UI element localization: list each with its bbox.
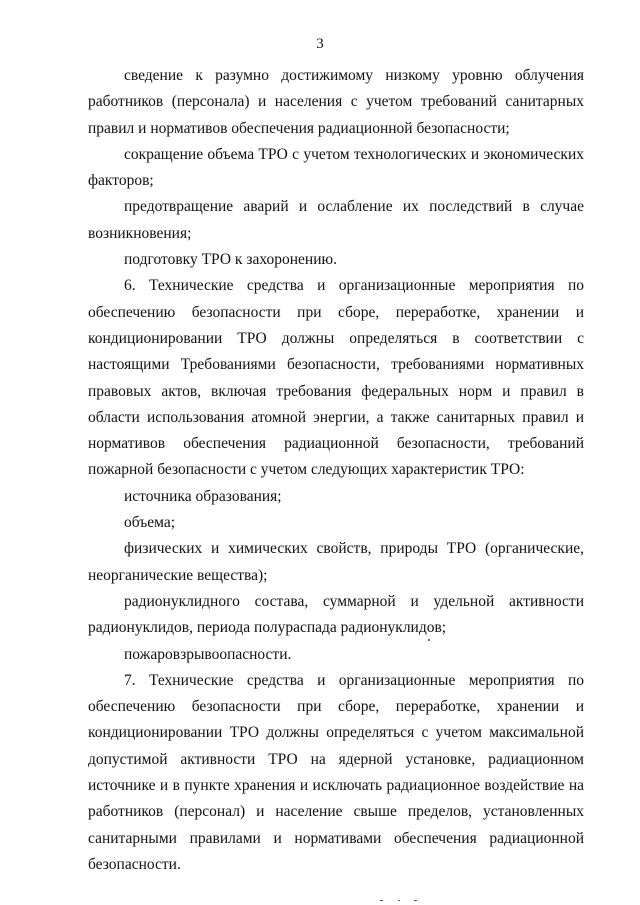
list-item-volume: объема; bbox=[124, 514, 176, 532]
scan-speck bbox=[428, 639, 430, 641]
scan-speck bbox=[380, 900, 383, 901]
paragraph-disposal-preparation: подготовку ТРО к захоронению. bbox=[124, 251, 337, 269]
list-item-properties: физических и химических свойств, природы ТРО (органические, неорганические вещества); bbox=[88, 540, 584, 584]
list-item-fire-explosion-hazard: пожаровзрывоопасности. bbox=[124, 645, 292, 663]
paragraph-accident-prevention: предотвращение аварий и ослабление их последствий в случае возникновения; bbox=[88, 198, 584, 242]
paragraph-volume-reduction: сокращение объема ТРО с учетом технологических и экономических факторов; bbox=[88, 145, 584, 190]
scan-speck bbox=[398, 900, 400, 901]
clause-6: 6. Технические средства и организационные мероприятия по обеспечению безопасности при сборе, переработке, хранении и кондиционировании ТРО должны определяться в соответствии с настоящими Требованиями безопасности, требованиями нормативных правовых актов, включая требования федеральных норм и правил в области использования атомной энергии, а также санитарных правил и нормативов обеспечения радиационной безопасности, требований пожарной безопасности с учетом следующих характеристик ТРО: bbox=[88, 277, 584, 479]
document-body bbox=[88, 63, 584, 878]
page-number: 3 bbox=[316, 36, 324, 52]
scan-speck bbox=[414, 900, 417, 901]
clause-7: 7. Технические средства и организационные мероприятия по обеспечению безопасности при сборе, переработке, хранении и кондиционировании ТРО должны определяться с учетом максимальной допустимой активности ТРО на ядерной установке, радиационном источнике и в пункте хранения и исключать радиационное воздействие на работников (персонал) и население свыше пределов, установленных санитарными правилами и нормативами обеспечения радиационной безопасности. bbox=[88, 671, 584, 873]
list-item-source: источника образования; bbox=[124, 487, 282, 505]
paragraph-exposure-reduction: сведение к разумно достижимому низкому уровню облучения работников (персонала) и населения с учетом требований санитарных правил и нормативов обеспечения радиационной безопасности; bbox=[88, 67, 584, 137]
list-item-radionuclide-composition: радионуклидного состава, суммарной и удельной активности радионуклидов, периода полураспада радионуклидов; bbox=[88, 592, 584, 637]
